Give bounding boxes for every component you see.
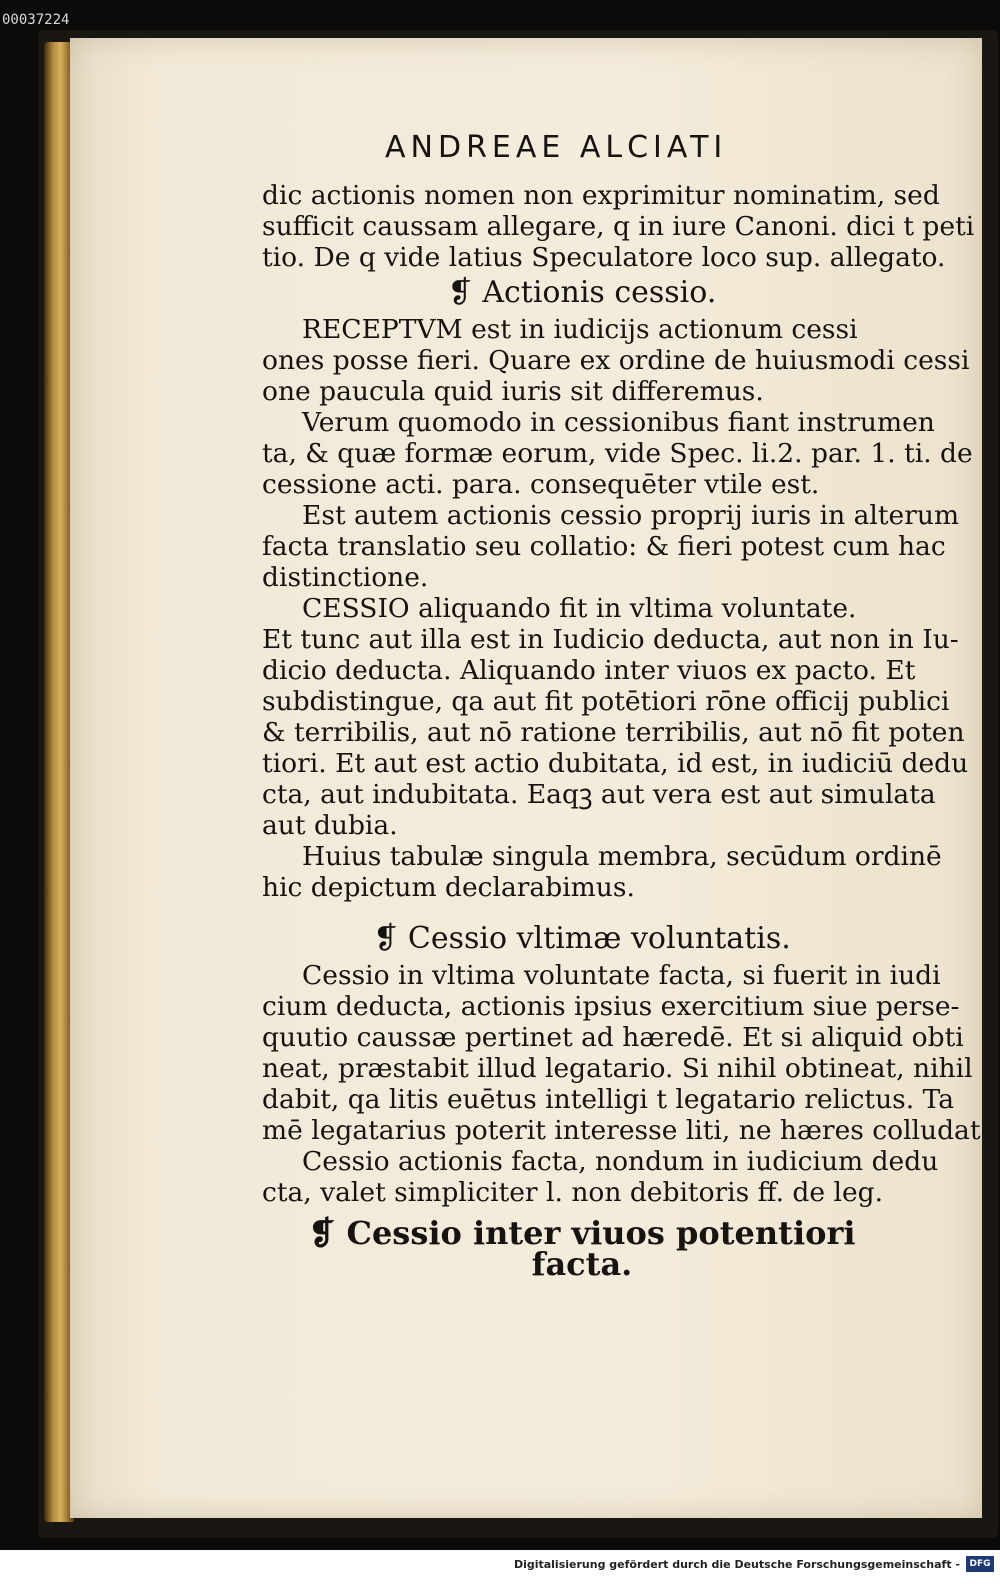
text-line: dicio deducta. Aliquando inter viuos ex pacto. Et [262, 655, 916, 686]
text-line: quutio caussæ pertinet ad hæredē. Et si aliquid obti [262, 1022, 964, 1053]
text-line: sufficit caussam allegare, q in iure Canoni. dici t peti [262, 211, 975, 242]
text-line: cessione acti. para. consequēter vtile est. [262, 469, 820, 500]
dfg-logo: DFG [966, 1556, 994, 1572]
scan-id-label: 00037224 [2, 12, 70, 28]
text-line: cta, valet simpliciter l. non debitoris ff. de leg. [262, 1177, 884, 1208]
text-line: aut dubia. [262, 810, 398, 841]
text-line: dic actionis nomen non exprimitur nominatim, sed [262, 180, 940, 211]
text-line: tiori. Et aut est actio dubitata, id est, in iudiciū dedu [262, 748, 969, 779]
text-line: neat, præstabit illud legatario. Si nihil obtineat, nihil [262, 1053, 973, 1084]
text-line: one paucula quid iuris sit differemus. [262, 376, 764, 407]
text-line: facta translatio seu collatio: & fieri potest cum hac [262, 531, 946, 562]
text-line: CESSIO aliquando fit in vltima voluntate. [302, 593, 857, 624]
text-line: mē legatarius poterit interesse liti, ne hæres colludat [262, 1115, 981, 1146]
text-line: RECEPTVM est in iudicijs actionum cessi [302, 314, 858, 345]
text-line: Verum quomodo in cessionibus fiant instrumen [302, 407, 935, 438]
text-line: cta, aut indubitata. Eaqꝫ aut vera est aut simulata [262, 779, 936, 810]
section-heading: ❡ Cessio inter viuos potentiori facta. [308, 1214, 856, 1283]
running-head: ANDREAE ALCIATI [385, 130, 728, 165]
text-line: ta, & quæ formæ eorum, vide Spec. li.2. par. 1. ti. de [262, 438, 973, 469]
section-heading: ❡ Actionis cessio. [447, 275, 717, 310]
paragraph-gap [262, 903, 902, 919]
page-text-body [262, 180, 981, 1286]
text-line: Cessio in vltima voluntate facta, si fuerit in iudi [302, 960, 941, 991]
section-heading: ❡ Cessio vltimæ voluntatis. [373, 921, 791, 956]
text-line: Huius tabulæ singula membra, secūdum ordinē [302, 841, 942, 872]
text-line: Cessio actionis facta, nondum in iudicium dedu [302, 1146, 939, 1177]
text-line: subdistingue, qa aut fit potētiori rōne officij publici [262, 686, 950, 717]
text-line: cium deducta, actionis ipsius exercitium siue perse- [262, 991, 960, 1022]
footer-bar [0, 1550, 1000, 1589]
text-line: dabit, qa litis euētus intelligi t legatario relictus. Ta [262, 1084, 955, 1115]
text-line: hic depictum declarabimus. [262, 872, 635, 903]
text-line: Est autem actionis cessio proprij iuris in alterum [302, 500, 960, 531]
text-line: distinctione. [262, 562, 429, 593]
text-line: & terribilis, aut nō ratione terribilis, aut nō fit poten [262, 717, 965, 748]
text-line: ones posse fieri. Quare ex ordine de huiusmodi cessi [262, 345, 970, 376]
funding-notice: Digitalisierung gefördert durch die Deutsche Forschungsgemeinschaft - [513, 1558, 960, 1571]
text-line: tio. De q vide latius Speculatore loco sup. allegato. [262, 242, 946, 273]
text-line: Et tunc aut illa est in Iudicio deducta, aut non in Iu- [262, 624, 959, 655]
